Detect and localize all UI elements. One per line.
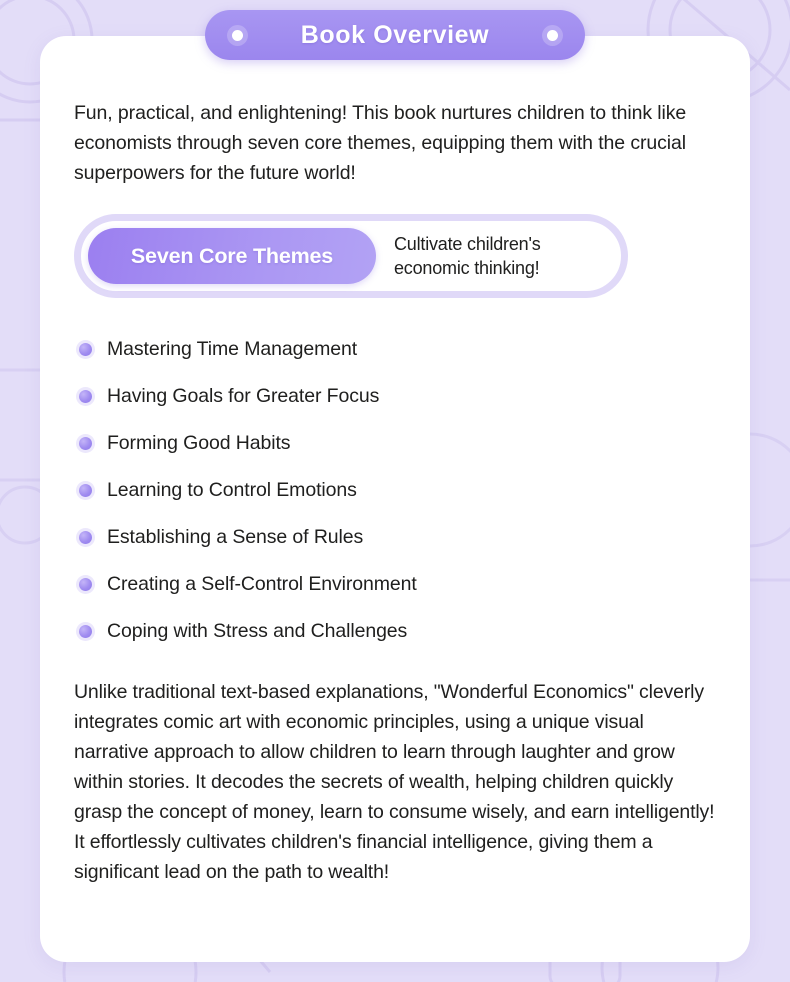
list-item [74,561,716,608]
badge-dot-left-icon [232,30,243,41]
list-item [74,420,716,467]
outro-paragraph: Unlike traditional text-based explanations, "Wonderful Economics" cleverly integrates comic art with economic principles, using a unique visual narrative approach to allow children to learn through laughter and grow within stories. It decodes the secrets of wealth, helping children quickly grasp the concept of money, learn to consume wisely, and earn intelligently! It effortlessly cultivates children's financial intelligence, giving them a significant lead on the path to wealth! [74,681,715,883]
bullet-dot-icon [79,625,92,638]
page-title-badge [205,10,585,60]
theme-label: Having Goals for Greater Focus [107,385,380,407]
theme-label: Establishing a Sense of Rules [107,526,364,548]
seven-core-themes-banner [74,214,628,298]
bullet-dot-icon [79,437,92,450]
card-content [40,36,750,887]
page-title: Book Overview [300,20,490,49]
list-item [74,514,716,561]
badge-dot-right-icon [547,30,558,41]
theme-label: Forming Good Habits [107,432,291,454]
bullet-dot-icon [79,343,92,356]
bullet-dot-icon [79,578,92,591]
seven-core-themes-label: Seven Core Themes [130,243,334,268]
theme-list [74,326,716,655]
theme-label: Learning to Control Emotions [107,479,357,501]
list-item [74,608,716,655]
seven-core-themes-pill [88,228,376,284]
theme-label: Creating a Self-Control Environment [107,573,417,595]
theme-label: Mastering Time Management [107,338,358,360]
list-item [74,467,716,514]
bullet-dot-icon [79,484,92,497]
list-item [74,373,716,420]
themes-caption [394,232,541,280]
list-item [74,326,716,373]
theme-label: Coping with Stress and Challenges [107,620,408,642]
bullet-dot-icon [79,531,92,544]
themes-caption-line2: economic thinking! [394,258,540,278]
intro-paragraph: Fun, practical, and enlightening! This book nurtures children to think like economists through seven core themes, equipping them with the crucial superpowers for the future world! [74,102,687,184]
bullet-dot-icon [79,390,92,403]
book-overview-card [40,36,750,962]
themes-caption-line1: Cultivate children's [394,234,541,254]
